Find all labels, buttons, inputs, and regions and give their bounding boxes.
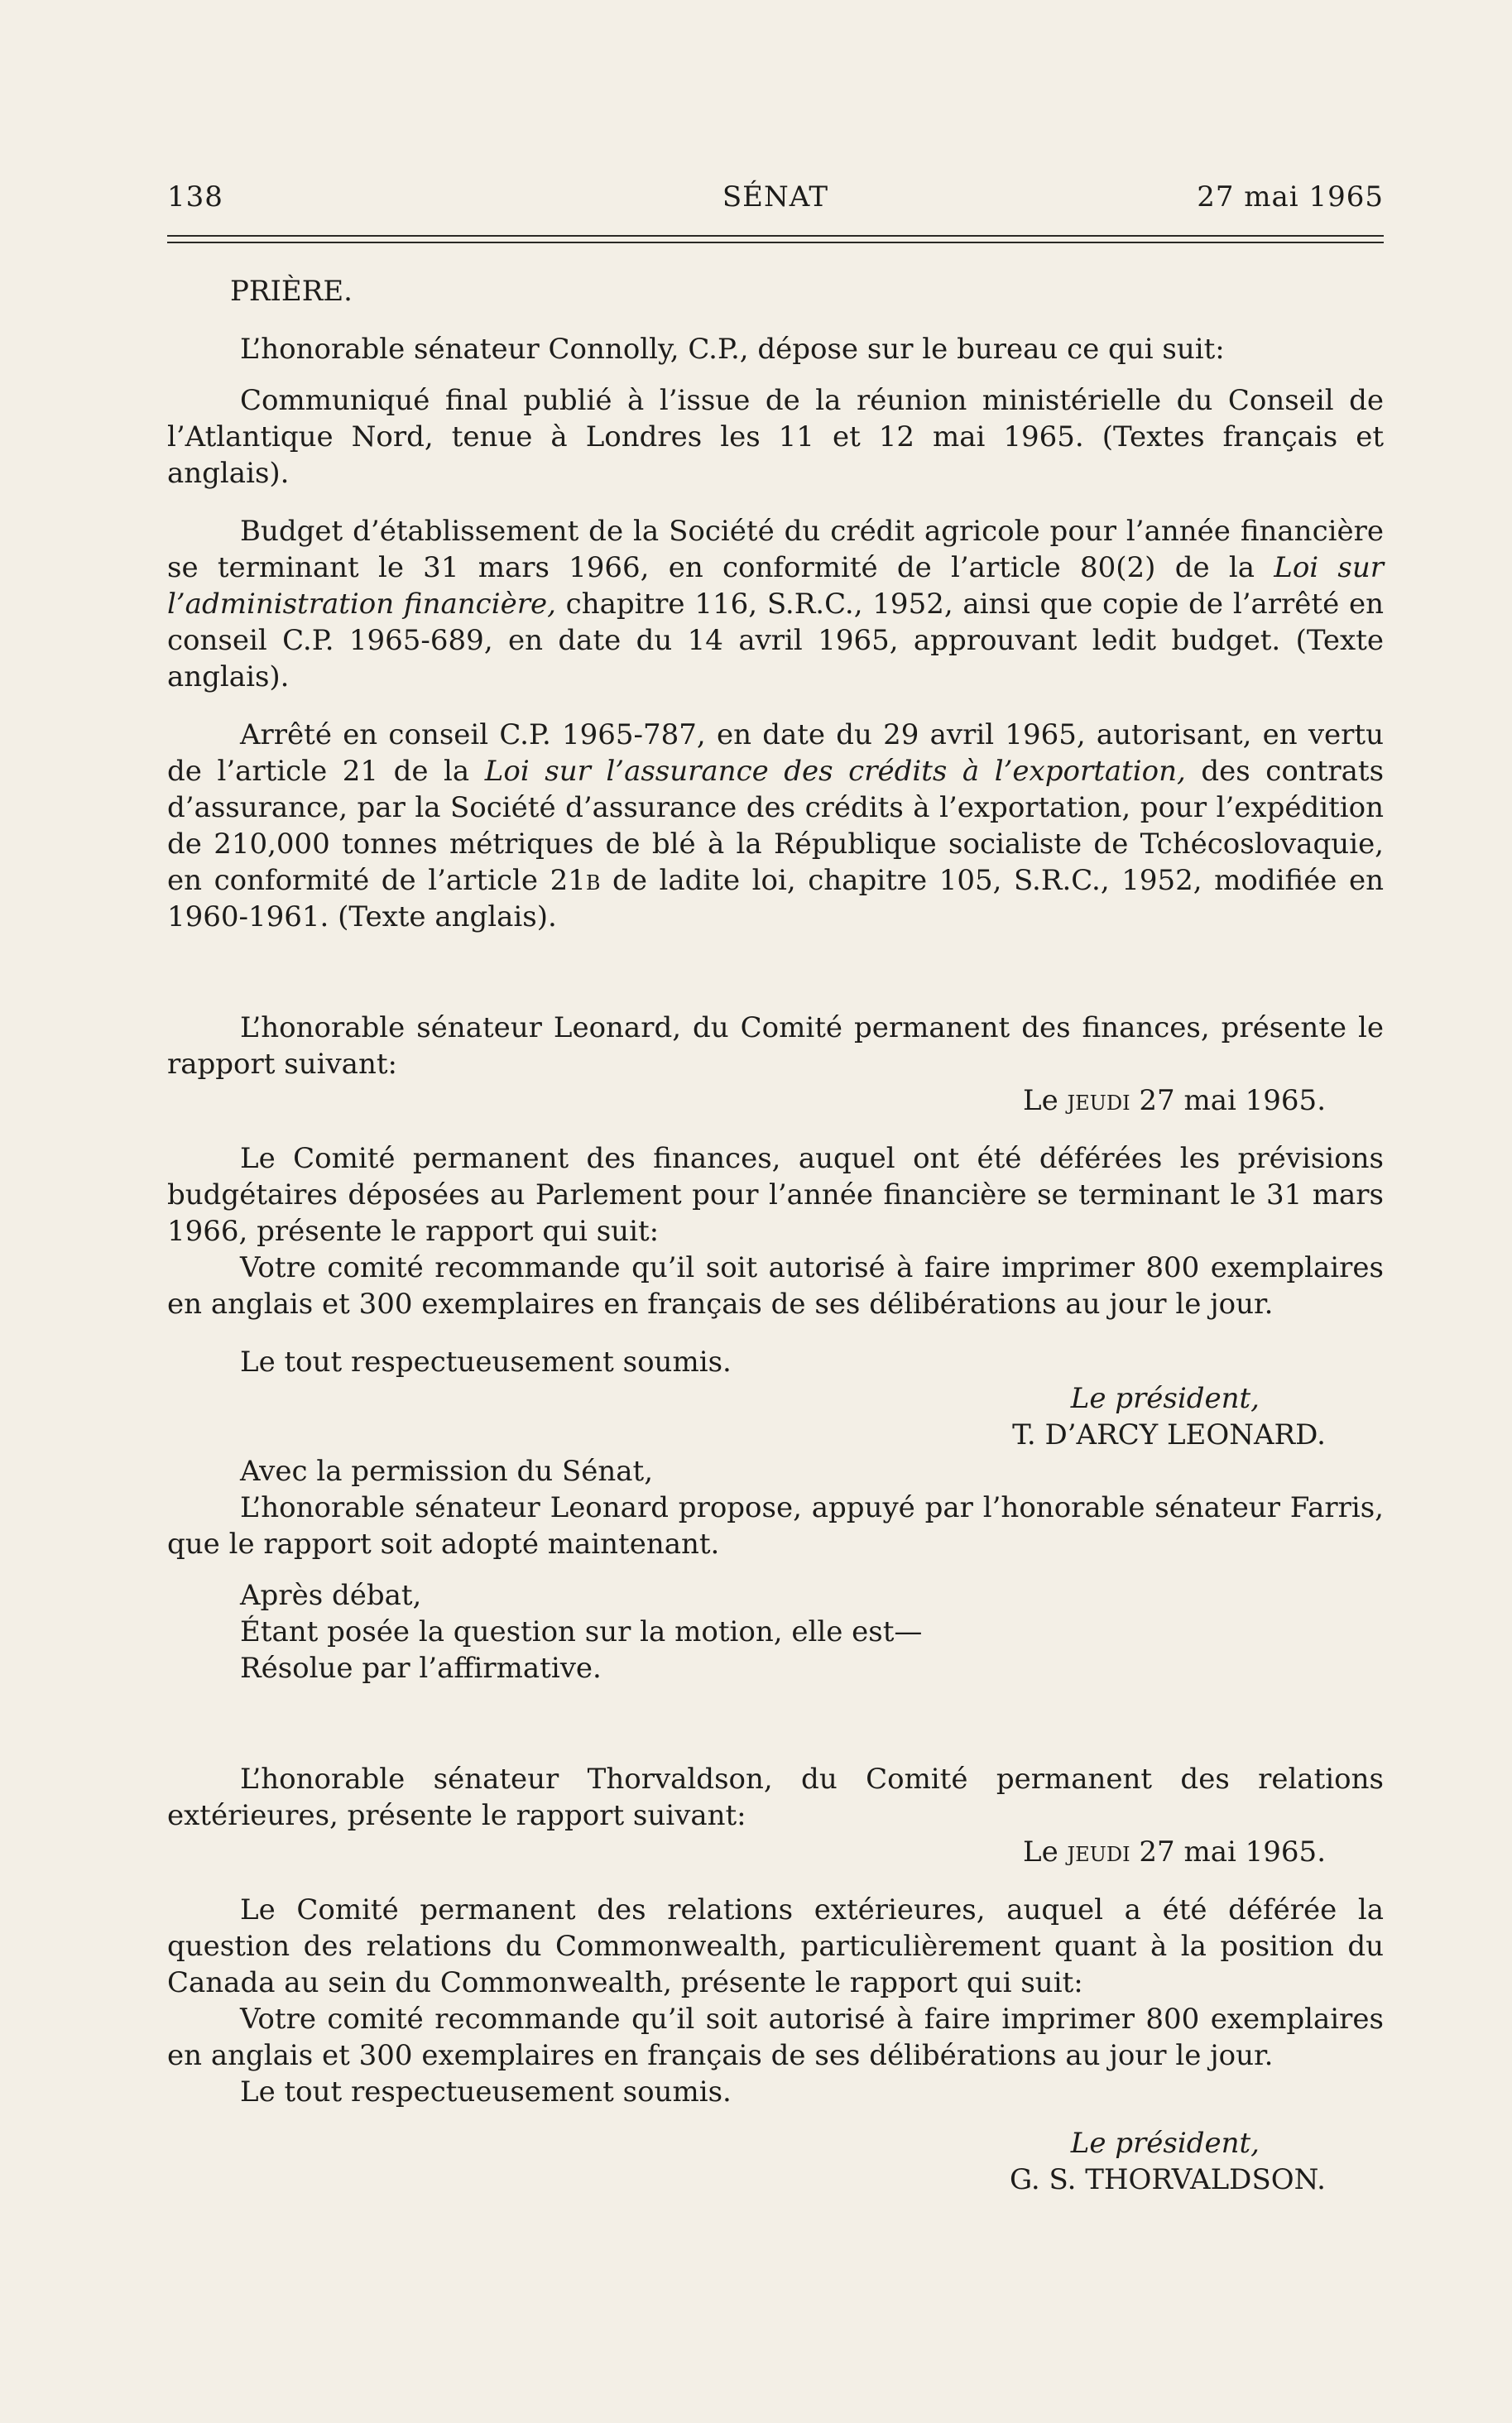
report1-question: Étant posée la question sur la motion, elle est—: [240, 1615, 923, 1648]
act-title-italic: Loi sur l’administration financière,: [167, 551, 1385, 621]
report1-date: [167, 1082, 1384, 1119]
report2-submitted: Le tout respectueusement soumis.: [240, 2075, 732, 2109]
report1-submitted: Le tout respectueusement soumis.: [240, 1346, 732, 1379]
paragraph-communique: Communiqué final publié à l’issue de la réunion ministérielle du Conseil de l’Atlantique Nord, tenue à Londres les 11 et 12 mai 1965. (Textes français et anglais).: [167, 384, 1384, 490]
text-run: Le: [1022, 1084, 1068, 1117]
page-title: SÉNAT: [722, 180, 829, 214]
text-run: Budget d’établissement de la Société du crédit agricole pour l’année financière se terminant le 31 mars 1966, en conformité de l’article 80(2) de la: [167, 515, 1384, 584]
text-run: des contrats d’assurance, par la Société d’assurance des crédits à l’exportation, pour l’expédition de 210,000 tonnes métriques de blé à la République socialiste de Tchécoslovaquie, en conformité de l’article 21: [167, 755, 1385, 897]
weekday: jeudi: [1067, 1835, 1130, 1869]
report1-permission: Avec la permission du Sénat,: [240, 1455, 654, 1488]
paragraph-budget: [167, 513, 1384, 695]
report2-signature-title: Le président,: [1070, 2127, 1260, 2160]
article-suffix: b: [585, 864, 601, 897]
report1-debate: Après débat,: [240, 1579, 422, 1612]
report1-signature-title: Le président,: [1070, 1382, 1260, 1415]
report2-signature-name: G. S. THORVALDSON.: [1009, 2163, 1326, 2196]
section-heading: PRIÈRE.: [230, 275, 353, 308]
report2-date: [167, 1834, 1384, 1870]
text-run: chapitre 116, S.R.C., 1952, ainsi que copie de l’arrêté en conseil C.P. 1965-689, en date du 14 avril 1965, approuvant ledit budget. (Texte anglais).: [167, 588, 1384, 693]
report1-motion: L’honorable sénateur Leonard propose, appuyé par l’honorable sénateur Farris, que le rapport soit adopté maintenant.: [167, 1491, 1384, 1561]
header-rule-bottom: [167, 242, 1384, 243]
report1-signature-name: T. D’ARCY LEONARD.: [1012, 1418, 1326, 1451]
weekday: jeudi: [1067, 1084, 1130, 1117]
act-title-italic: Loi sur l’assurance des crédits à l’exportation,: [484, 755, 1186, 788]
page-header: [167, 180, 1384, 222]
report1-recommendation: Votre comité recommande qu’il soit autorisé à faire imprimer 800 exemplaires en anglais et 300 exemplaires en français de ses délibérations au jour le jour.: [167, 1251, 1384, 1321]
report1-intro: L’honorable sénateur Leonard, du Comité permanent des finances, présente le rapport suivant:: [167, 1011, 1384, 1081]
report1-paragraph: Le Comité permanent des finances, auquel ont été déférées les prévisions budgétaires déposées au Parlement pour l’année financière se terminant le 31 mars 1966, présente le rapport qui suit:: [167, 1142, 1384, 1248]
text-run: Arrêté en conseil C.P. 1965-787, en date du 29 avril 1965, autorisant, en vertu de l’article 21 de la: [167, 718, 1384, 788]
text-run: 27 mai 1965.: [1130, 1084, 1326, 1117]
text-run: Le: [1022, 1835, 1068, 1869]
report1-resolved: Résolue par l’affirmative.: [240, 1652, 602, 1685]
text-run: de ladite loi, chapitre 105, S.R.C., 1952, modifiée en 1960-1961. (Texte anglais).: [167, 864, 1385, 933]
paragraph-arrete: [167, 717, 1384, 935]
report2-recommendation: Votre comité recommande qu’il soit autorisé à faire imprimer 800 exemplaires en anglais et 300 exemplaires en français de ses délibérations au jour le jour.: [167, 2003, 1384, 2072]
header-date: 27 mai 1965: [1197, 180, 1384, 214]
header-rule-top: [167, 235, 1384, 237]
report2-intro: L’honorable sénateur Thorvaldson, du Comité permanent des relations extérieures, présente le rapport suivant:: [167, 1763, 1384, 1832]
document-body: [167, 273, 1384, 2198]
paragraph-connolly: L’honorable sénateur Connolly, C.P., dépose sur le bureau ce qui suit:: [240, 333, 1225, 366]
page-number: 138: [167, 180, 223, 214]
text-run: 27 mai 1965.: [1130, 1835, 1326, 1869]
report2-paragraph: Le Comité permanent des relations extérieures, auquel a été déférée la question des relations du Commonwealth, particulièrement quant à la position du Canada au sein du Commonwealth, présente le rapport qui suit:: [167, 1893, 1384, 1999]
